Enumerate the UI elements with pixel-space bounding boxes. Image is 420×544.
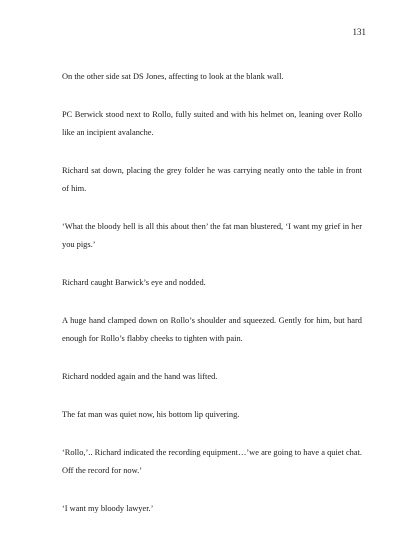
paragraph: Richard sat down, placing the grey folder he was carrying neatly onto the table in front of him. xyxy=(62,166,362,193)
paragraph: Richard caught Barwick’s eye and nodded. xyxy=(62,278,206,287)
body-text xyxy=(62,68,362,538)
paragraph: Richard nodded again and the hand was lifted. xyxy=(62,372,218,381)
paragraph: PC Berwick stood next to Rollo, fully suited and with his helmet on, leaning over Rollo like an incipient avalanche. xyxy=(62,110,362,137)
paragraph: ‘What the bloody hell is all this about then’ the fat man blustered, ‘I want my grief in her you pigs.’ xyxy=(62,222,362,249)
paragraph: On the other side sat DS Jones, affecting to look at the blank wall. xyxy=(62,72,284,81)
page-number: 131 xyxy=(352,27,366,37)
paragraph: The fat man was quiet now, his bottom lip quivering. xyxy=(62,410,240,419)
paragraph: A huge hand clamped down on Rollo’s shoulder and squeezed. Gently for him, but hard enough for Rollo’s flabby cheeks to tighten with pain. xyxy=(62,316,362,343)
paragraph: ‘I want my bloody lawyer.’ xyxy=(62,504,154,513)
paragraph: ‘Rollo,’.. Richard indicated the recording equipment…’we are going to have a quiet chat. Off the record for now.’ xyxy=(62,448,362,475)
